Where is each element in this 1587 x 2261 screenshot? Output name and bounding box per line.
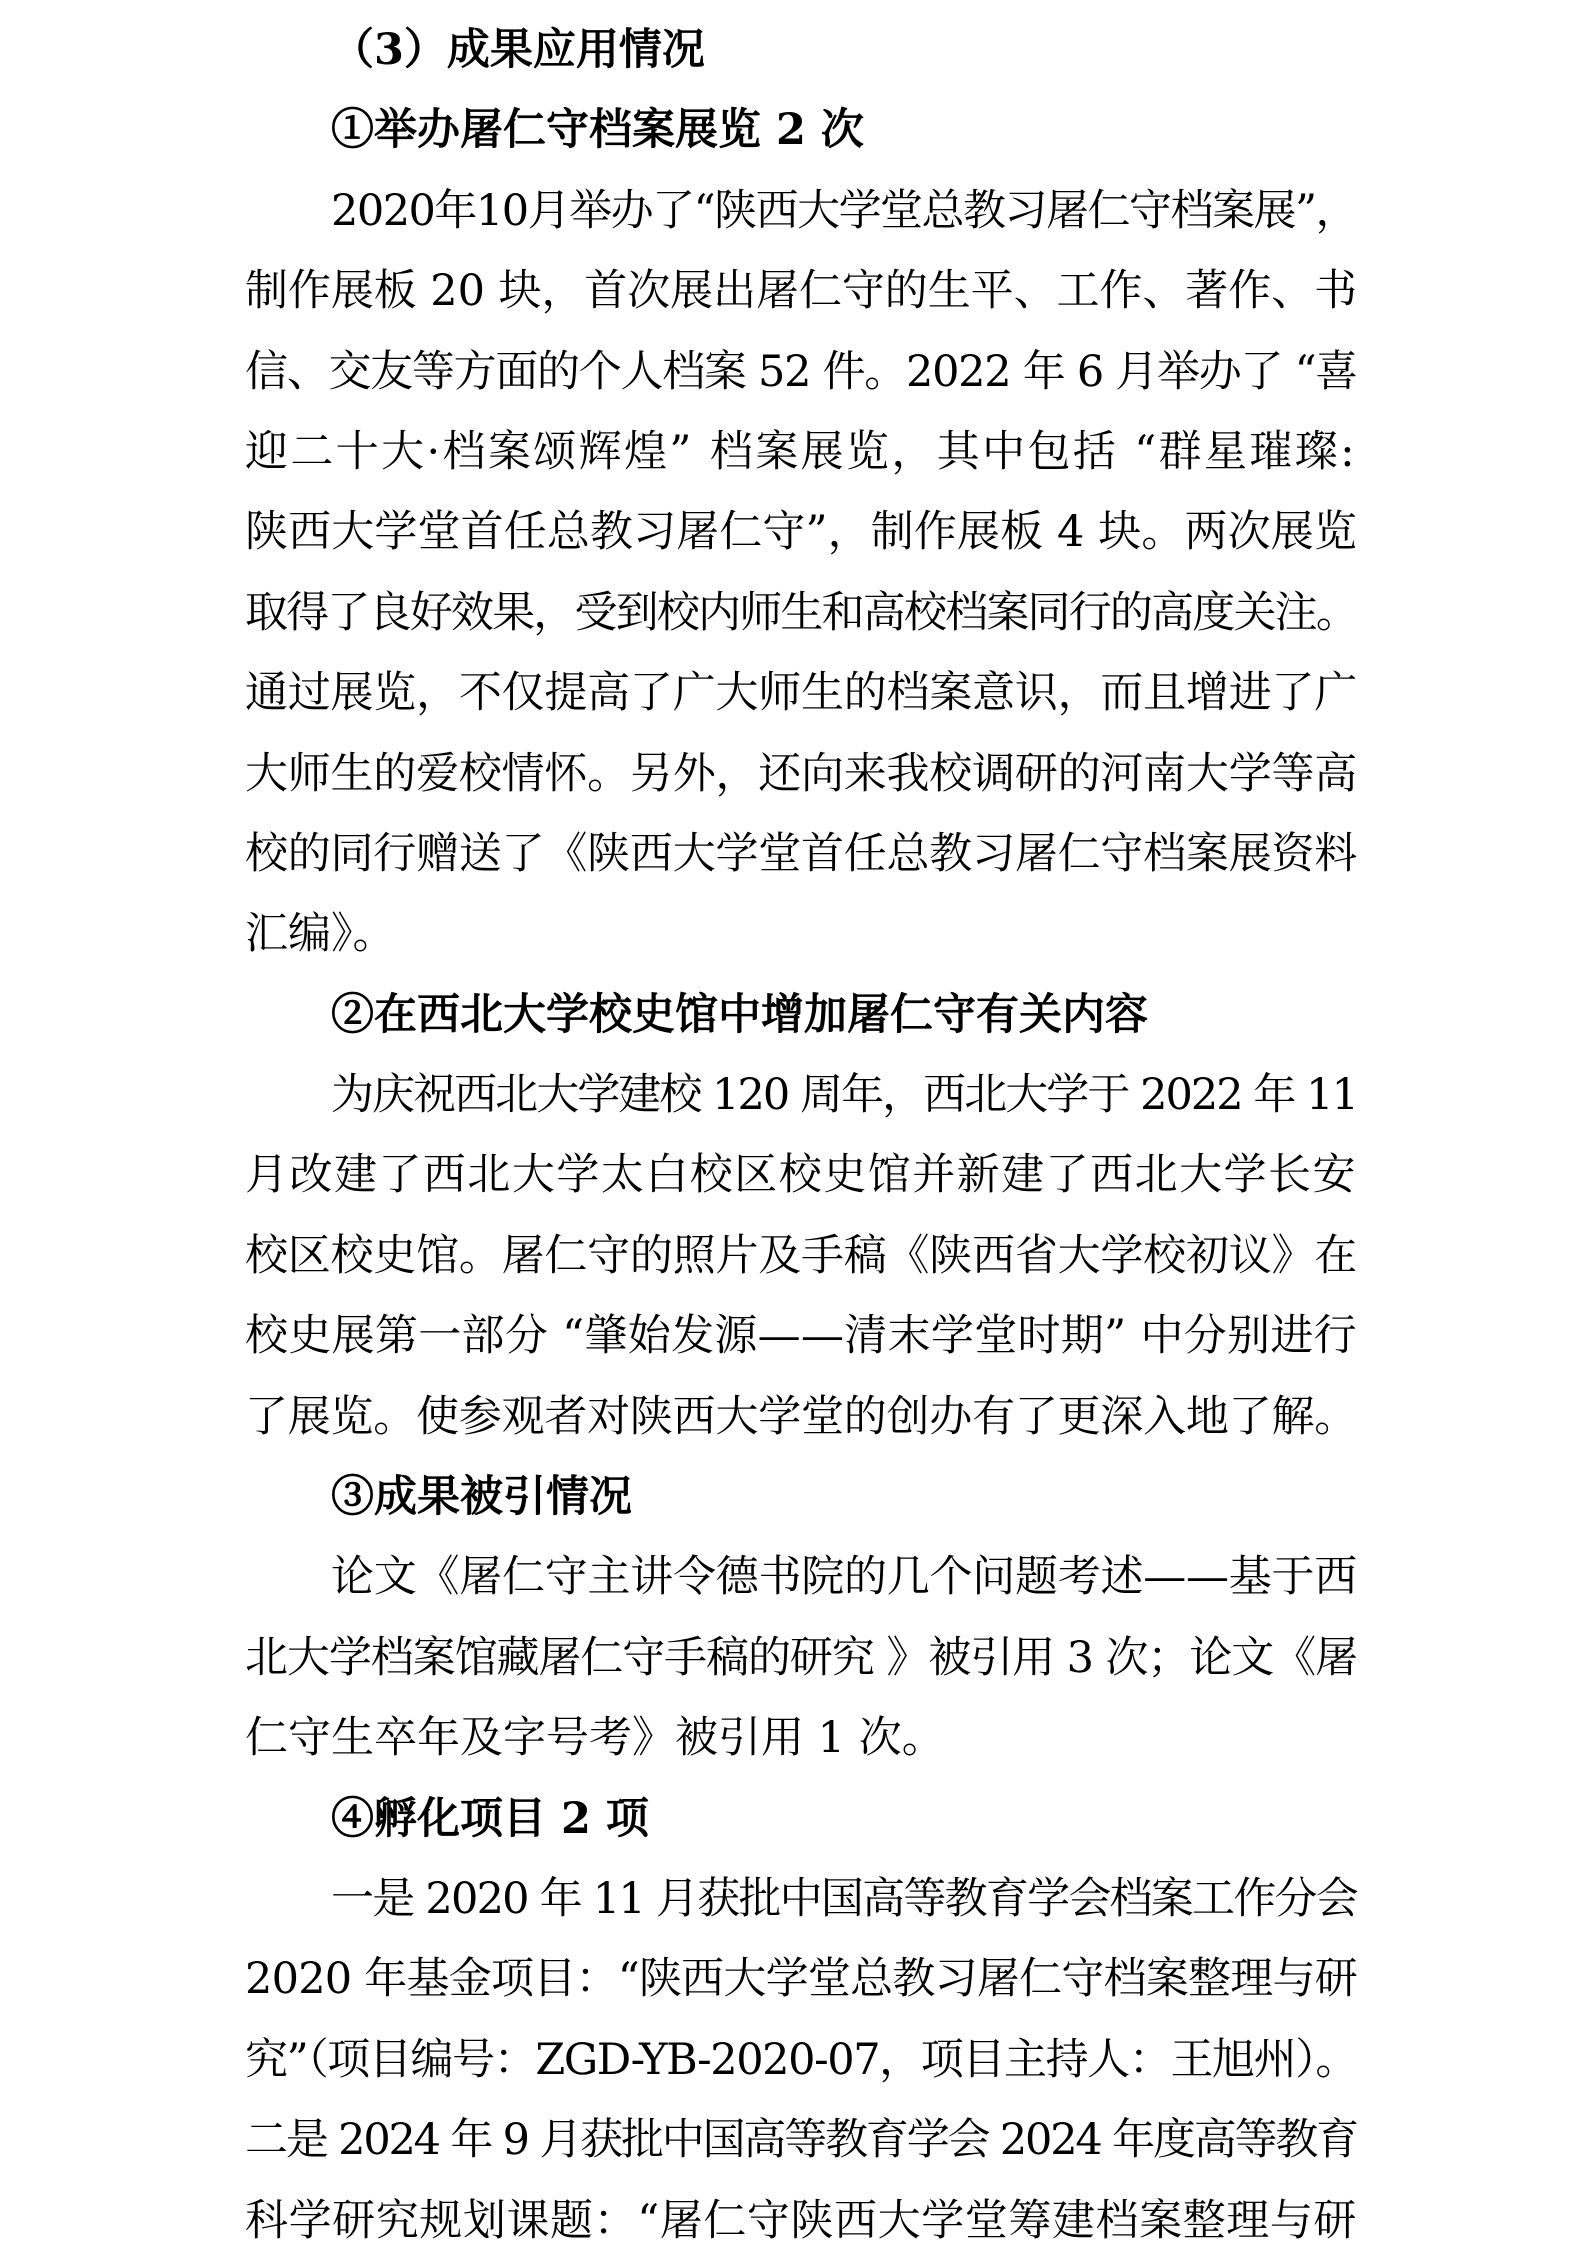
paragraph-text: 制作展板 20 块，首次展出屠仁守的生平、工作、著作、书 <box>245 266 1357 317</box>
section-heading: ②在西北大学校史馆中增加屠仁守有关内容 <box>331 989 1148 1040</box>
paragraph-text: 了展览。使参观者对陕西大学堂的创办有了更深入地了解。 <box>245 1391 1357 1442</box>
paragraph-line-row <box>245 1216 1357 1296</box>
paragraph-line-row <box>245 251 1357 331</box>
paragraph-first-line-row <box>245 1055 1357 1135</box>
paragraph-line-row <box>245 1135 1357 1215</box>
paragraph-line-row <box>245 1377 1357 1457</box>
paragraph-last-line <box>245 1698 1357 1778</box>
paragraph-text: 为庆祝西北大学建校 120 周年，西北大学于 2022 年 11 <box>331 1070 1357 1121</box>
paragraph-line-row <box>245 1296 1357 1376</box>
paragraph-line-row <box>245 734 1357 814</box>
paragraph-text: 校史展第一部分 “肇始发源——清末学堂时期” 中分别进行 <box>245 1311 1357 1362</box>
paragraph-text: 迎二十大·档案颂辉煌” 档案展览，其中包括 “群星璀璨: <box>245 426 1357 477</box>
section-heading-line <box>245 1457 1357 1537</box>
section-heading: ④孵化项目 2 项 <box>331 1793 649 1844</box>
section-heading: ①举办屠仁守档案展览 2 次 <box>331 105 864 156</box>
paragraph-text: 陕西大学堂首任总教习屠仁守”，制作展板 4 块。两次展览 <box>245 507 1357 558</box>
paragraph-text: 通过展览，不仅提高了广大师生的档案意识，而且增进了广 <box>245 668 1357 719</box>
paragraph-first-line-row <box>245 1537 1357 1617</box>
paragraph-text: 二是 2024 年 9 月获批中国高等教育学会 2024 年度高等教育 <box>245 2115 1357 2166</box>
paragraph-line-row <box>245 2020 1357 2100</box>
paragraph-line-row <box>245 2181 1357 2261</box>
paragraph-text: 汇编》。 <box>245 909 396 960</box>
paragraph-text: 校区校史馆。屠仁守的照片及手稿《陕西省大学校初议》在 <box>245 1230 1357 1281</box>
paragraph-text: 仁守生卒年及字号考》被引用 1 次。 <box>245 1713 945 1764</box>
paragraph-first-line-row <box>245 1859 1357 1939</box>
paragraph-text: 大师生的爱校情怀。另外，还向来我校调研的河南大学等高 <box>245 748 1357 799</box>
section-heading-line <box>245 1779 1357 1859</box>
paragraph-line-row <box>245 412 1357 492</box>
paragraph-first-line-row <box>245 171 1357 251</box>
paragraph-text: 2020 年基金项目：“陕西大学堂总教习屠仁守档案整理与研 <box>245 1954 1357 2005</box>
paragraph-text: 2020年10月举办了“陕西大学堂总教习屠仁守档案展”， <box>331 185 1357 236</box>
section-heading-line <box>245 90 1357 170</box>
paragraph-line-row <box>245 1618 1357 1698</box>
section-heading: （3）成果应用情况 <box>331 25 705 75</box>
section-heading-line <box>245 10 1357 90</box>
paragraph-text: 月改建了西北大学太白校区校史馆并新建了西北大学长安 <box>245 1150 1357 1201</box>
paragraph-text: 北大学档案馆藏屠仁守手稿的研究 》被引用 3 次；论文《屠 <box>245 1632 1357 1683</box>
paragraph-line-row <box>245 573 1357 653</box>
paragraph-text: 信、交友等方面的个人档案 52 件。2022 年 6 月举办了 “喜 <box>245 346 1357 397</box>
document-page <box>245 10 1357 2261</box>
paragraph-text: 论文《屠仁守主讲令德书院的几个问题考述——基于西 <box>331 1552 1357 1603</box>
section-heading: ③成果被引情况 <box>331 1472 632 1523</box>
paragraph-line-row <box>245 653 1357 733</box>
paragraph-line-row <box>245 1939 1357 2019</box>
paragraph-text: 一是 2020 年 11 月获批中国高等教育学会档案工作分会 <box>331 1873 1357 1924</box>
paragraph-line-row <box>245 814 1357 894</box>
paragraph-line-row <box>245 492 1357 572</box>
paragraph-text: 科学研究规划课题：“屠仁守陕西大学堂筹建档案整理与研 <box>245 2195 1357 2246</box>
paragraph-text: 取得了良好效果，受到校内师生和高校档案同行的高度关注。 <box>245 587 1357 638</box>
paragraph-line-row <box>245 2100 1357 2180</box>
paragraph-line-row <box>245 332 1357 412</box>
paragraph-text: 校的同行赠送了《陕西大学堂首任总教习屠仁守档案展资料 <box>245 828 1357 879</box>
section-heading-line <box>245 975 1357 1055</box>
paragraph-last-line <box>245 894 1357 974</box>
paragraph-text: 究”（项目编号：ZGD-YB-2020-07，项目主持人：王旭州）。 <box>245 2034 1357 2085</box>
